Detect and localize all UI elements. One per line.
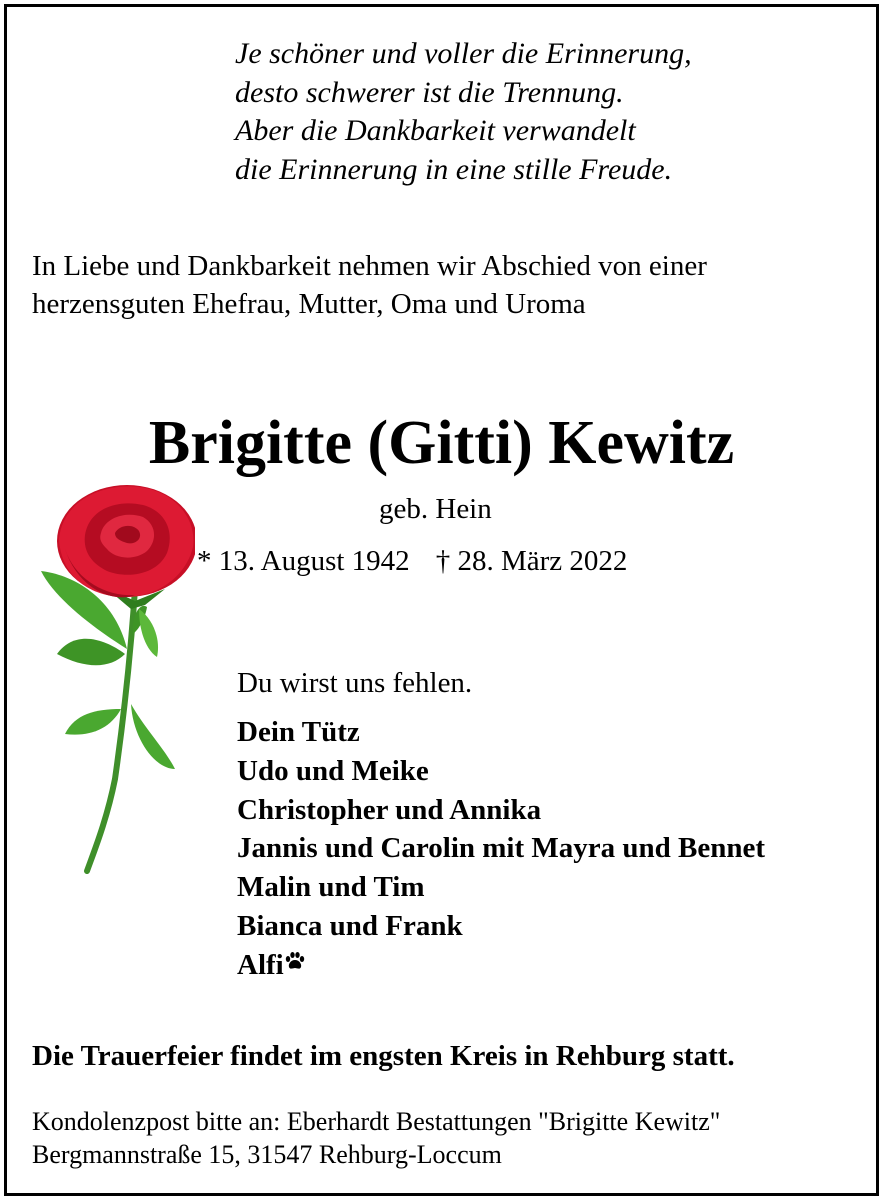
contact-line: Bergmannstraße 15, 31547 Rehburg-Loccum bbox=[32, 1140, 502, 1169]
family-member: Malin und Tim bbox=[237, 871, 425, 904]
intro-text bbox=[32, 247, 707, 323]
family-member: Dein Tütz bbox=[237, 716, 360, 748]
poem-line: desto schwerer ist die Trennung. bbox=[235, 75, 624, 109]
family-member: Alfi bbox=[237, 948, 284, 981]
family-list bbox=[237, 713, 765, 985]
poem bbox=[235, 35, 692, 189]
death-date: † 28. März 2022 bbox=[435, 545, 628, 577]
poem-line: die Erinnerung in eine stille Freude. bbox=[235, 152, 673, 186]
deceased-name: Brigitte (Gitti) Kewitz bbox=[148, 409, 735, 477]
ceremony-notice: Die Trauerfeier findet im engsten Kreis in Rehburg statt. bbox=[32, 1040, 735, 1072]
poem-line: Aber die Dankbarkeit verwandelt bbox=[235, 114, 636, 147]
family-member: Bianca und Frank bbox=[237, 909, 463, 942]
contact-line: Kondolenzpost bitte an: Eberhardt Bestattungen "Brigitte Kewitz" bbox=[32, 1107, 721, 1136]
intro-line: herzensguten Ehefrau, Mutter, Oma und Uroma bbox=[32, 288, 586, 320]
family-member: Christopher und Annika bbox=[237, 793, 542, 826]
birth-date: * 13. August 1942 bbox=[197, 545, 410, 577]
maiden-name: geb. Hein bbox=[379, 493, 492, 525]
family-member: Jannis und Carolin mit Mayra und Bennet bbox=[237, 832, 766, 865]
poem-line: Je schöner und voller die Erinnerung, bbox=[235, 37, 692, 70]
paw-print-icon bbox=[285, 952, 305, 970]
family-member-pet bbox=[237, 946, 765, 985]
condolence-address bbox=[32, 1105, 720, 1171]
life-dates bbox=[197, 543, 627, 579]
rose-icon bbox=[35, 479, 195, 879]
obituary-frame bbox=[4, 4, 879, 1196]
farewell-line: Du wirst uns fehlen. bbox=[237, 667, 473, 699]
family-member: Udo und Meike bbox=[237, 754, 429, 787]
intro-line: In Liebe und Dankbarkeit nehmen wir Abschied von einer bbox=[32, 250, 707, 282]
